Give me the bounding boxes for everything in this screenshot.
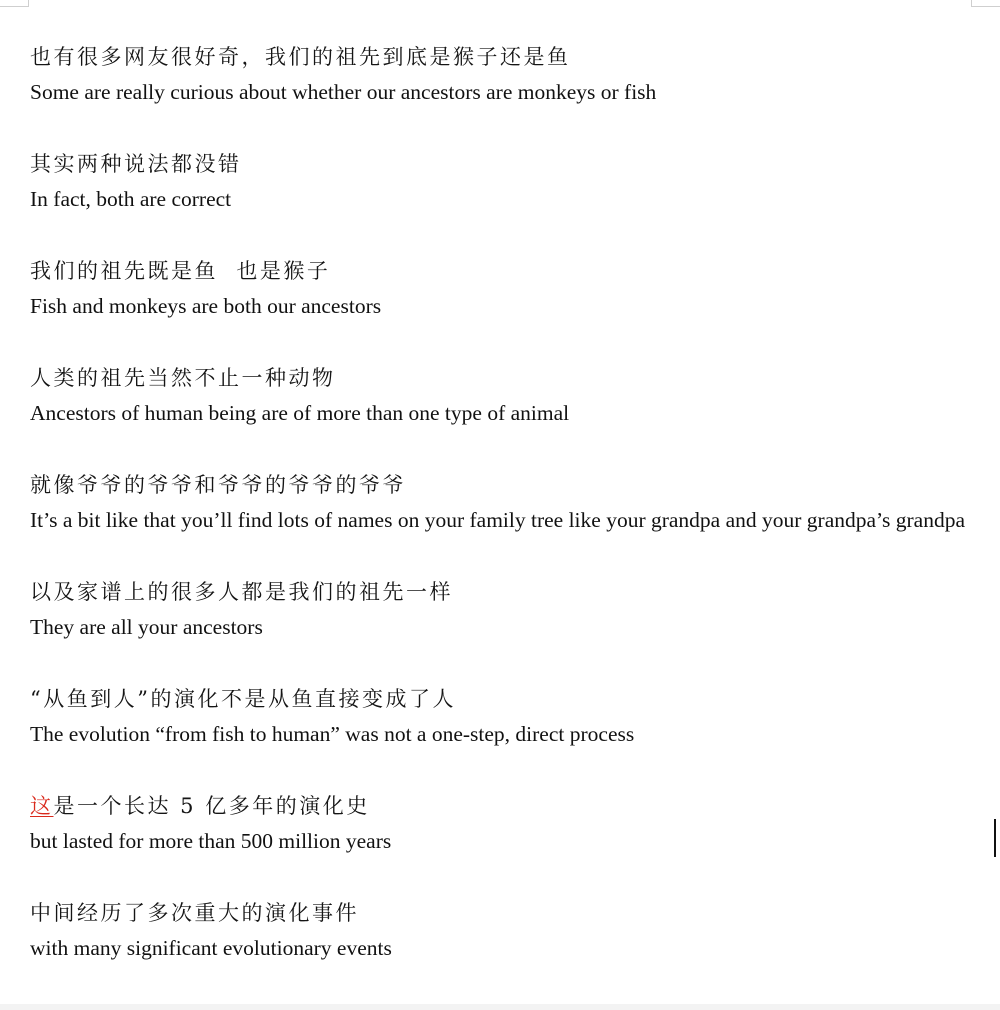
english-line[interactable]: The evolution “from fish to human” was not a one-step, direct process	[30, 722, 635, 746]
english-line[interactable]: It’s a bit like that you’ll find lots of names on your family tree like your grandpa and your grandpa’s grandpa	[30, 508, 966, 532]
english-line[interactable]: They are all your ancestors	[30, 615, 263, 639]
blank-line	[30, 752, 975, 788]
chinese-line[interactable]: 我们的祖先既是鱼 也是猴子	[30, 259, 331, 283]
spell-check-marked-character[interactable]: 这	[30, 794, 54, 818]
page-corner-mark-top-left	[0, 0, 29, 7]
document-body[interactable]	[30, 39, 975, 966]
chinese-line[interactable]: 人类的祖先当然不止一种动物	[30, 366, 336, 390]
subtitle-pair	[30, 788, 975, 859]
chinese-line[interactable]: 以及家谱上的很多人都是我们的祖先一样	[30, 580, 453, 604]
blank-line	[30, 110, 975, 146]
chinese-line[interactable]: 也有很多网友很好奇，我们的祖先到底是猴子还是鱼	[30, 45, 571, 69]
english-line[interactable]: but lasted for more than 500 million years	[30, 829, 392, 853]
subtitle-pair	[30, 895, 975, 966]
english-line[interactable]: with many significant evolutionary events	[30, 936, 392, 960]
english-line[interactable]: Some are really curious about whether our ancestors are monkeys or fish	[30, 80, 657, 104]
text-cursor	[994, 819, 996, 857]
subtitle-pair	[30, 253, 975, 324]
english-line[interactable]: In fact, both are correct	[30, 187, 232, 211]
english-line[interactable]: Fish and monkeys are both our ancestors	[30, 294, 382, 318]
subtitle-pair	[30, 681, 975, 752]
subtitle-pair	[30, 360, 975, 431]
blank-line	[30, 217, 975, 253]
chinese-line[interactable]: 就像爷爷的爷爷和爷爷的爷爷的爷爷	[30, 473, 406, 497]
subtitle-pair	[30, 574, 975, 645]
chinese-line[interactable]: “从鱼到人”的演化不是从鱼直接变成了人	[30, 687, 456, 711]
english-line[interactable]: Ancestors of human being are of more than one type of animal	[30, 401, 570, 425]
chinese-line-rest: 是一个长达 5 亿多年的演化史	[53, 794, 370, 818]
blank-line	[30, 859, 975, 895]
blank-line	[30, 645, 975, 681]
chinese-line[interactable]: 其实两种说法都没错	[30, 152, 242, 176]
blank-line	[30, 431, 975, 467]
subtitle-pair	[30, 467, 975, 538]
chinese-line[interactable]	[30, 788, 975, 824]
blank-line	[30, 324, 975, 360]
blank-line	[30, 538, 975, 574]
chinese-line[interactable]: 中间经历了多次重大的演化事件	[30, 901, 359, 925]
subtitle-pair	[30, 146, 975, 217]
page-corner-mark-top-right	[971, 0, 1000, 7]
subtitle-pair	[30, 39, 975, 110]
